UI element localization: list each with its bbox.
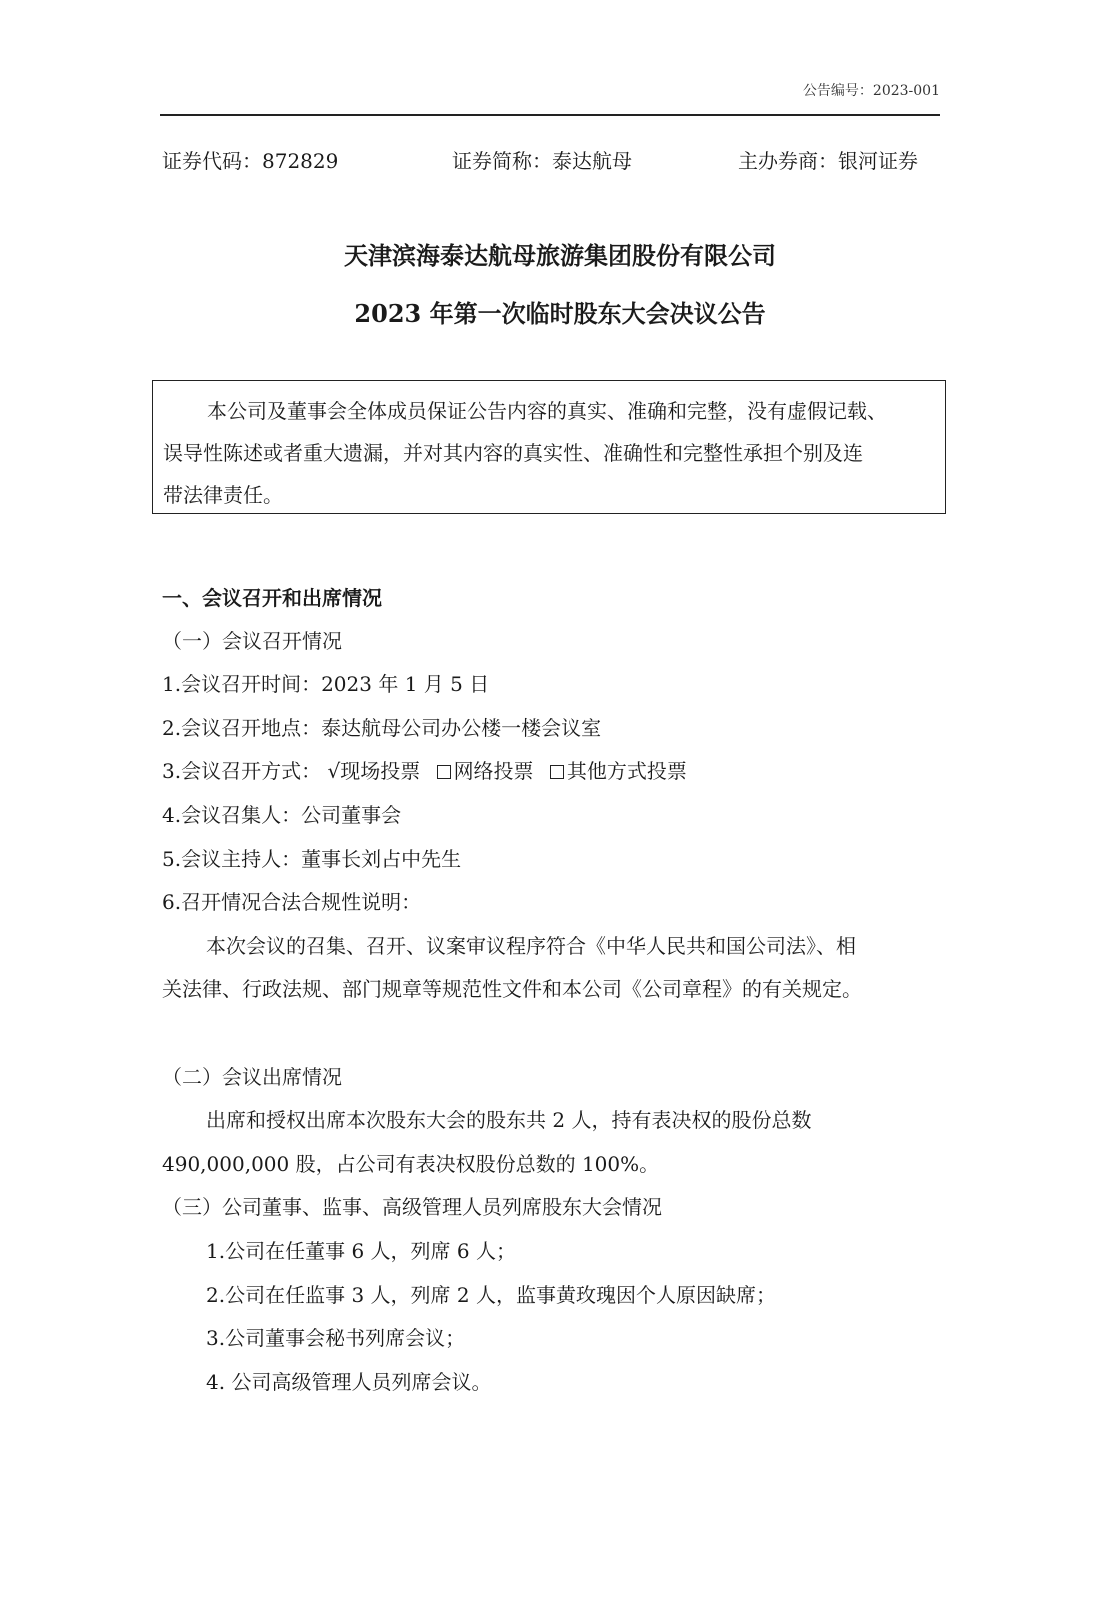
meeting-time: 1.会议召开时间：2023 年 1 月 5 日 bbox=[162, 672, 490, 696]
meeting-location: 2.会议召开地点：泰达航母公司办公楼一楼会议室 bbox=[162, 716, 602, 740]
attendance-line-1: 出席和授权出席本次股东大会的股东共 2 人，持有表决权的股份总数 bbox=[206, 1108, 812, 1132]
method-onsite-checked: √现场投票 bbox=[327, 759, 421, 783]
company-title: 天津滨海泰达航母旅游集团股份有限公司 bbox=[344, 241, 776, 270]
meeting-convener: 4.会议召集人：公司董事会 bbox=[162, 803, 402, 827]
executives-attendance: 4. 公司高级管理人员列席会议。 bbox=[206, 1370, 492, 1394]
subsection-heading-1: （一）会议召开情况 bbox=[162, 629, 342, 653]
supervisors-attendance: 2.公司在任监事 3 人，列席 2 人，监事黄玫瑰因个人原因缺席； bbox=[206, 1283, 776, 1307]
section-heading-1: 一、会议召开和出席情况 bbox=[162, 586, 382, 610]
meeting-method bbox=[162, 755, 687, 784]
subsection-heading-2: （二）会议出席情况 bbox=[162, 1065, 342, 1089]
meeting-host: 5.会议主持人：董事长刘占中先生 bbox=[162, 847, 462, 871]
statement-line-3: 带法律责任。 bbox=[163, 483, 283, 507]
sponsor-broker: 主办券商：银河证券 bbox=[738, 149, 918, 173]
checkbox-unchecked-icon bbox=[437, 765, 451, 779]
statement-line-2: 误导性陈述或者重大遗漏，并对其内容的真实性、准确性和完整性承担个别及连 bbox=[163, 441, 863, 465]
directors-attendance: 1.公司在任董事 6 人，列席 6 人； bbox=[206, 1239, 516, 1263]
compliance-line-2: 关法律、行政法规、部门规章等规范性文件和本公司《公司章程》的有关规定。 bbox=[162, 977, 862, 1001]
security-abbreviation: 证券简称：泰达航母 bbox=[452, 149, 632, 173]
checkbox-unchecked-icon bbox=[550, 765, 564, 779]
method-online: 网络投票 bbox=[453, 759, 534, 783]
notice-number: 公告编号：2023-001 bbox=[802, 83, 940, 99]
method-other: 其他方式投票 bbox=[566, 759, 687, 783]
meeting-method-label: 3.会议召开方式： bbox=[162, 759, 322, 783]
compliance-line-1: 本次会议的召集、召开、议案审议程序符合《中华人民共和国公司法》、相 bbox=[206, 934, 856, 958]
subsection-heading-3: （三）公司董事、监事、高级管理人员列席股东大会情况 bbox=[162, 1195, 662, 1219]
compliance-heading: 6.召开情况合法合规性说明： bbox=[162, 890, 422, 914]
security-code: 证券代码：872829 bbox=[162, 149, 339, 173]
header-divider bbox=[160, 114, 940, 116]
statement-box bbox=[152, 380, 946, 514]
secretary-attendance: 3.公司董事会秘书列席会议； bbox=[206, 1326, 466, 1350]
statement-line-1: 本公司及董事会全体成员保证公告内容的真实、准确和完整，没有虚假记载、 bbox=[207, 399, 887, 423]
attendance-line-2: 490,000,000 股，占公司有表决权股份总数的 100%。 bbox=[162, 1152, 660, 1176]
announcement-title: 2023 年第一次临时股东大会决议公告 bbox=[354, 299, 766, 328]
